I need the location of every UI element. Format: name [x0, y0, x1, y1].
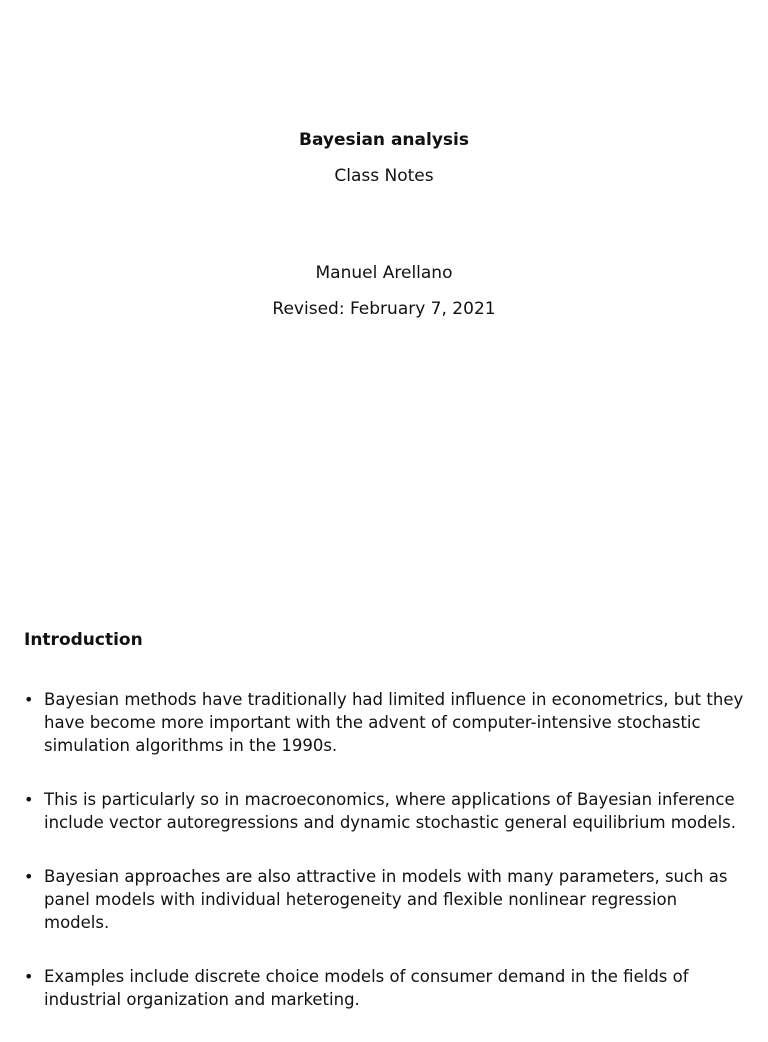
bullet-icon: • [24, 967, 34, 986]
document-title: Bayesian analysis [299, 130, 469, 150]
section-heading: Introduction [24, 630, 143, 650]
revision-date: Revised: February 7, 2021 [272, 299, 496, 319]
document-subtitle: Class Notes [334, 166, 434, 186]
bullet-list [24, 688, 744, 1042]
author-block [0, 261, 768, 321]
list-item-text: Examples include discrete choice models of consumer demand in the fields of industrial organization and marketing. [44, 967, 689, 1009]
bullet-icon: • [24, 867, 34, 886]
list-item [24, 688, 744, 757]
list-item [24, 965, 744, 1011]
bullet-icon: • [24, 790, 34, 809]
author-name: Manuel Arellano [315, 263, 453, 283]
list-item-text: This is particularly so in macroeconomics, where applications of Bayesian inference include vector autoregressions and dynamic stochastic general equilibrium models. [44, 790, 736, 832]
bullet-icon: • [24, 690, 34, 709]
list-item-text: Bayesian approaches are also attractive in models with many parameters, such as panel models with individual heterogeneity and flexible nonlinear regression models. [44, 867, 728, 932]
list-item [24, 788, 744, 834]
title-block [0, 128, 768, 188]
list-item-text: Bayesian methods have traditionally had limited influence in econometrics, but they have become more important with the advent of computer-intensive stochastic simulation algorithms in the 1990s. [44, 690, 744, 755]
list-item [24, 865, 744, 934]
